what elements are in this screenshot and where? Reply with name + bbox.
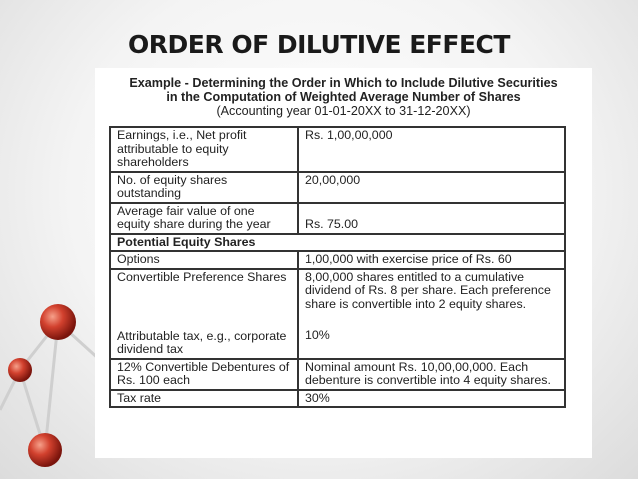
caption-line-3: (Accounting year 01-01-20XX to 31-12-20XX) (216, 104, 471, 118)
preference-value: 8,00,000 shares entitled to a cumulative dividend of Rs. 8 per share. Each preference share is convertible into 2 equity shares. (305, 269, 551, 311)
table-row (110, 234, 565, 252)
debentures-label: 12% Convertible Debentures of Rs. 100 each (110, 359, 298, 390)
preference-label: Convertible Preference Shares (117, 269, 287, 284)
table-row (110, 251, 565, 269)
fair-value-value: Rs. 75.00 (298, 203, 565, 234)
scanned-table-image (95, 68, 592, 458)
table-row (110, 203, 565, 234)
table-row (110, 390, 565, 408)
table-row (110, 359, 565, 390)
earnings-value: Rs. 1,00,00,000 (298, 127, 565, 172)
table-row (110, 127, 565, 172)
options-label: Options (110, 251, 298, 269)
table-row (110, 172, 565, 203)
caption-line-1: Example - Determining the Order in Which to Include Dilutive Securities (129, 76, 558, 90)
shares-label: No. of equity shares outstanding (110, 172, 298, 203)
section-heading: Potential Equity Shares (110, 234, 565, 252)
tax-rate-label: Tax rate (110, 390, 298, 408)
attributable-tax-value: 10% (305, 328, 330, 342)
preference-value-cell (298, 269, 565, 359)
earnings-label: Earnings, i.e., Net profit attributable to equity shareholders (110, 127, 298, 172)
shares-value: 20,00,000 (298, 172, 565, 203)
debentures-value: Nominal amount Rs. 10,00,00,000. Each debenture is convertible into 4 equity shares. (298, 359, 565, 390)
tax-rate-value: 30% (298, 390, 565, 408)
dilutive-securities-table (109, 126, 566, 408)
molecule-decoration (0, 250, 110, 479)
attributable-tax-label: Attributable tax, e.g., corporate dividend tax (117, 328, 287, 356)
options-value: 1,00,000 with exercise price of Rs. 60 (298, 251, 565, 269)
slide-title: ORDER OF DILUTIVE EFFECT (128, 30, 510, 59)
caption-line-2: in the Computation of Weighted Average Number of Shares (166, 90, 521, 104)
table-row (110, 269, 565, 359)
fair-value-label: Average fair value of one equity share during the year (110, 203, 298, 234)
table-caption (95, 76, 592, 118)
preference-label-cell (110, 269, 298, 359)
